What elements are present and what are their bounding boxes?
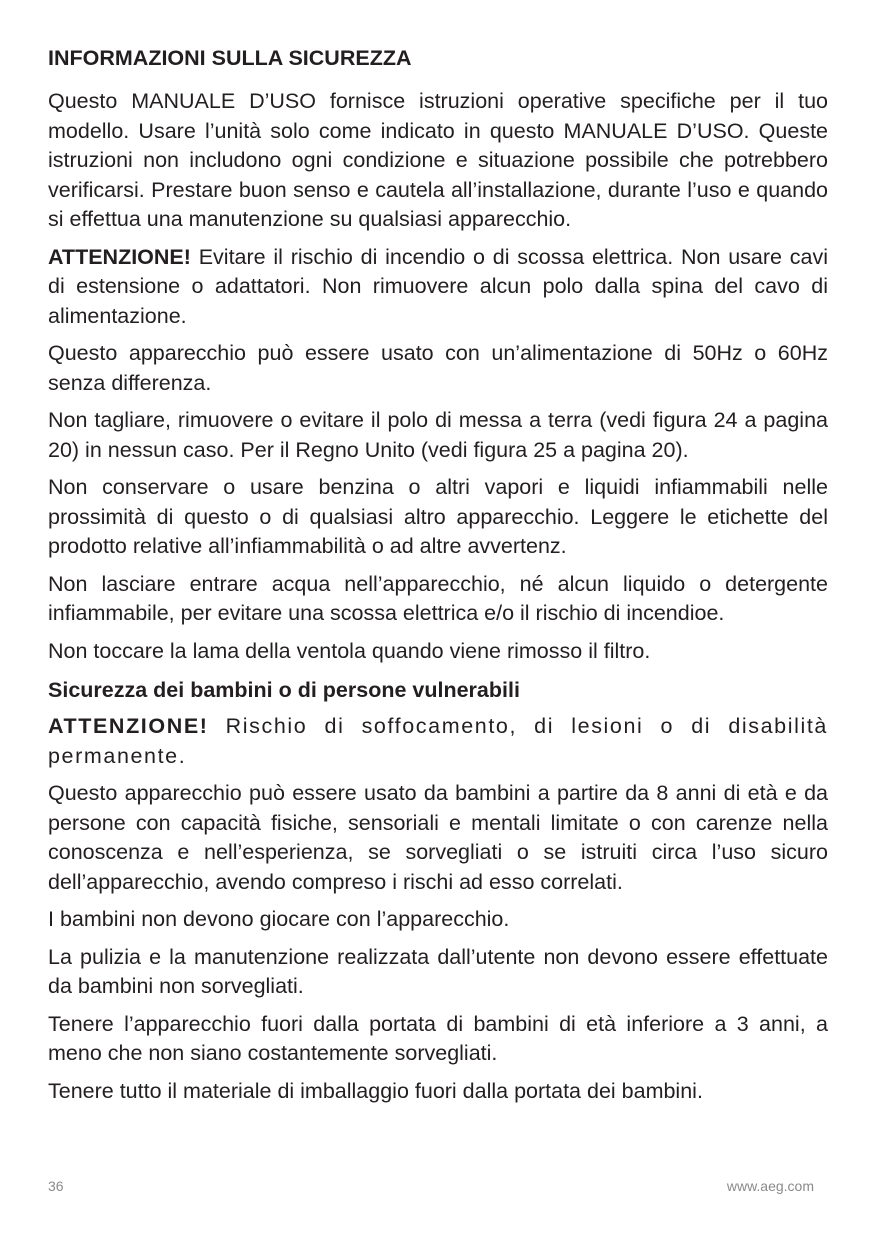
website-link[interactable]: www.aeg.com bbox=[726, 1178, 814, 1194]
page-footer bbox=[48, 1178, 814, 1194]
child-play-paragraph: I bambini non devono giocare con l’apparecchio. bbox=[48, 907, 510, 931]
packaging-paragraph: Tenere tutto il materiale di imballaggio fuori dalla portata dei bambini. bbox=[48, 1078, 703, 1103]
power-frequency-paragraph: Questo apparecchio può essere usato con un’alimentazione di 50Hz o 60Hz senza differenza. bbox=[48, 341, 828, 395]
intro-paragraph: Questo MANUALE D’USO fornisce istruzioni operative specifiche per il tuo modello. Usare l’unità solo come indicato in questo MANUALE D’USO. Queste istruzioni non includono ogni condizione e situazione possibile che potrebbero verificarsi. Prestare buon senso e cautela all’installazione, durante l’uso e quando si effettua una manutenzione su qualsiasi apparecchio. bbox=[48, 89, 828, 231]
fan-blade-paragraph: Non toccare la lama della ventola quando viene rimosso il filtro. bbox=[48, 638, 651, 663]
warning-label: ATTENZIONE! bbox=[48, 244, 191, 269]
warning-label: ATTENZIONE! bbox=[48, 714, 209, 738]
page-title: INFORMAZIONI SULLA SICUREZZA bbox=[48, 46, 412, 70]
child-warning-paragraph bbox=[48, 712, 828, 771]
flammable-paragraph: Non conservare o usare benzina o altri vapori e liquidi infiammabili nelle prossimità di questo o di qualsiasi altro apparecchio. Leggere le etichette del prodotto relative all’infiammabilità o ad altre avvertenz. bbox=[48, 475, 828, 558]
warning-text: Evitare il rischio di incendio o di scossa elettrica. Non usare cavi di estensione o adattatori. Non rimuovere alcun polo dalla spina del cavo di alimentazione. bbox=[48, 244, 828, 328]
fire-warning-paragraph bbox=[48, 243, 828, 332]
child-usage-paragraph: Questo apparecchio può essere usato da bambini a partire da 8 anni di età e da persone con capacità fisiche, sensoriali e mentali limitate o con carenze nella conoscenza e nell’esperienza, se sorvegliati o se istruiti circa l’uso sicuro dell’apparecchio, avendo compreso i rischi ad esso correlati. bbox=[48, 781, 828, 894]
section-subtitle: Sicurezza dei bambini o di persone vulnerabili bbox=[48, 678, 520, 702]
water-paragraph: Non lasciare entrare acqua nell’apparecchio, né alcun liquido o detergente infiammabile, per evitare una scossa elettrica e/o il rischio di incendioe. bbox=[48, 571, 828, 625]
warning-text: Rischio di soffocamento, di lesioni o di disabilità permanente. bbox=[48, 714, 828, 768]
child-age-paragraph: Tenere l’apparecchio fuori dalla portata di bambini di età inferiore a 3 anni, a meno che non siano costantemente sorvegliati. bbox=[48, 1011, 828, 1065]
document-page bbox=[48, 42, 828, 1114]
page-number: 36 bbox=[48, 1178, 64, 1194]
child-cleaning-paragraph: La pulizia e la manutenzione realizzata dall’utente non devono essere effettuate da bambini non sorvegliati. bbox=[48, 944, 828, 998]
ground-pole-paragraph: Non tagliare, rimuovere o evitare il polo di messa a terra (vedi figura 24 a pagina 20) in nessun caso. Per il Regno Unito (vedi figura 25 a pagina 20). bbox=[48, 408, 828, 462]
